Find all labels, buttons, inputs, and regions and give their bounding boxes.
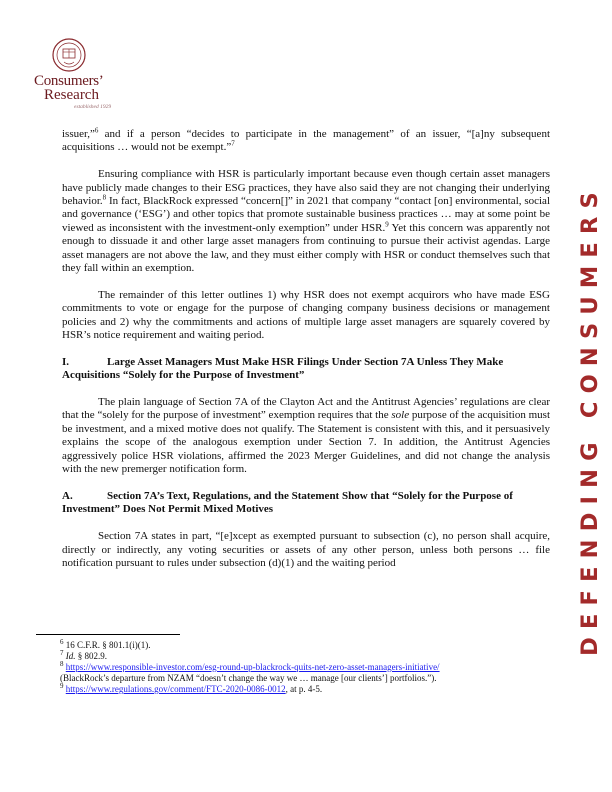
footnote-id: Id. — [65, 651, 76, 661]
section-title: Large Asset Managers Must Make HSR Filings Under Section 7A Unless They Make Acquisitions “Solely for the Purpose of Investment” — [62, 355, 504, 382]
footnote-8-note: (BlackRock’s departure from NZAM “doesn’t change the way we … manage [our clients’] portfolios.”). — [60, 673, 437, 683]
text: and if a person “decides to participate in the management” of an issuer, “[a]ny subsequent acquisitions … would not be exempt.” — [62, 128, 550, 154]
footnote-link[interactable]: https://www.responsible-investor.com/esg-round-up-blackrock-quits-net-zero-asset-managers-initiative/ — [65, 662, 440, 672]
footnote-text: 16 C.F.R. § 801.1(i)(1). — [63, 640, 151, 650]
footnote-8 — [60, 662, 550, 673]
footnote-6 — [60, 640, 550, 651]
paragraph-hsr-compliance — [62, 168, 550, 275]
text: Ensuring compliance with HSR is particularly important because even though certain asset managers have publicly made changes to their ESG practices, they have also said they are not changing their underlying behavior. — [62, 168, 550, 208]
text: In fact, BlackRock expressed “concern[]” in 2021 that company “contact [on] environmental, social and governance (‘ESG’) and other topics that promote sustainable business practices … may at some point be viewed as inconsistent with the investment-only exemption” under HSR. — [62, 195, 550, 234]
section-heading-I — [62, 356, 550, 383]
consumers-research-logo — [30, 38, 125, 113]
footnote-ref: 6 — [94, 126, 99, 135]
footnote-number: 9 — [60, 682, 64, 690]
established-tagline: established 1929 — [74, 104, 112, 110]
emphasis: sole — [391, 409, 410, 422]
footnote-9 — [60, 684, 550, 695]
footnote-number: 7 — [60, 649, 64, 657]
footnote-7 — [60, 651, 550, 662]
text: Yet this concern was apparently not enough to dissuade it and other large asset managers from continuing to pursue their activist agendas. Large asset managers are not above the law, and they must either comply with HSR or conduct themselves such that they fall within an exemption. — [62, 221, 550, 275]
section-number: A. — [62, 489, 73, 502]
footnote-divider — [36, 634, 180, 635]
paragraph-outline: The remainder of this letter outlines 1) why HSR does not exempt acquirors who have made ESG commitments to vote or engage for the purpose of changing company business decisions or management policies and 2) why the commitments and actions of multiple large asset managers are squarely covered by HSR’s notice requirement and waiting period. — [62, 288, 550, 342]
brand-name-line1: Consumers’ — [34, 73, 104, 89]
paragraph-continued — [62, 128, 550, 155]
section-number: I. — [62, 355, 70, 368]
paragraph-plain-language — [62, 396, 550, 476]
footnote-number: 6 — [60, 638, 64, 646]
footnote-ref: 9 — [385, 220, 389, 229]
footnote-ref: 8 — [102, 193, 107, 202]
section-heading-A — [62, 490, 550, 517]
paragraph-section-7a: Section 7A states in part, “[e]xcept as exempted pursuant to subsection (c), no person shall acquire, directly or indirectly, any voting securities or assets of any other person, unless both persons … file notification pursuant to rules under subsection (d)(1) and the waiting period — [62, 530, 550, 569]
text: issuer,” — [62, 128, 95, 140]
footnotes — [60, 640, 550, 695]
text: purpose of the acquisition must be investment, and a mixed motive does not qualify. The Statement is consistent with this, and it persuasively explains the scope of the analogous exemption under Section 7. In addition, the Antitrust Agencies aggressively police HSR violations, affirmed the 2023 Merger Guidelines, and did not change the analysis with the new premerger notification form. — [62, 409, 551, 476]
brand-name-line2: Research — [44, 87, 99, 103]
footnote-ref: 7 — [231, 139, 235, 148]
footnote-text: § 802.9. — [75, 651, 107, 661]
footnote-number: 8 — [60, 660, 64, 668]
footnote-text: , at p. 4-5. — [285, 684, 323, 694]
letter-body — [62, 128, 550, 570]
section-title: Section 7A’s Text, Regulations, and the Statement Show that “Solely for the Purpose of Investment” Does Not Permit Mixed Motives — [62, 489, 513, 516]
seal-icon — [52, 38, 86, 72]
side-banner: DEFENDING CONSUMERS — [577, 184, 603, 656]
footnote-link[interactable]: https://www.regulations.gov/comment/FTC-2020-0086-0012 — [65, 684, 286, 694]
text: The plain language of Section 7A of the Clayton Act and the Antitrust Agencies’ regulations are clear that the “solely for the purpose of investment” exemption requires that the — [62, 396, 550, 422]
